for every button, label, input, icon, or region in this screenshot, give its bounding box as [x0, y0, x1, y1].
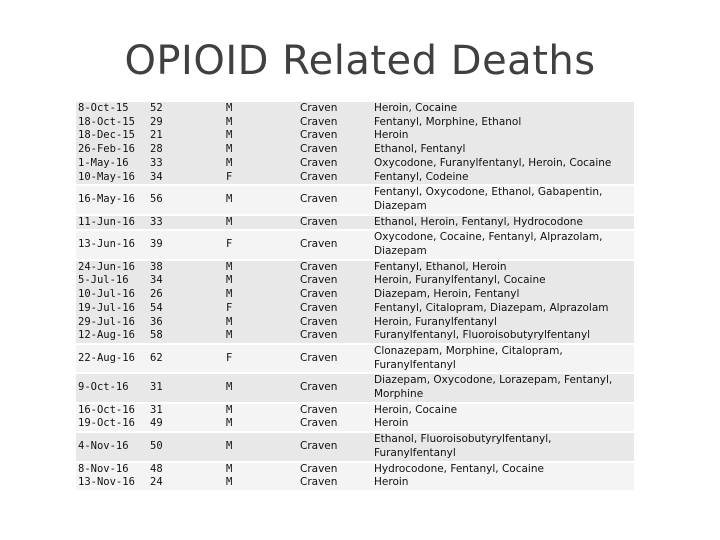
age-cell: 39 [148, 231, 224, 258]
drugs-cell: Clonazepam, Morphine, Citalopram, Furanylfentanyl [372, 345, 634, 372]
date-cell: 16-Oct-16 19-Oct-16 [76, 404, 148, 431]
date-cell: 13-Jun-16 [76, 231, 148, 258]
county-cell: Craven [298, 216, 372, 230]
date-cell: 9-Oct-16 [76, 374, 148, 401]
drugs-cell: Heroin, Cocaine Fentanyl, Morphine, Ethanol Heroin Ethanol, Fentanyl Oxycodone, Furanylfentanyl, Heroin, Cocaine Fentanyl, Codeine [372, 102, 634, 184]
county-cell: Craven [298, 231, 372, 258]
sex-cell: M [224, 186, 298, 213]
age-cell: 33 [148, 216, 224, 230]
county-cell: Craven [298, 345, 372, 372]
drugs-cell: Heroin, Cocaine Heroin [372, 404, 634, 431]
drugs-cell: Oxycodone, Cocaine, Fentanyl, Alprazolam, Diazepam [372, 231, 634, 258]
table-row [76, 463, 634, 490]
sex-cell: M M M M M F [224, 102, 298, 184]
sex-cell: M [224, 374, 298, 401]
age-cell: 62 [148, 345, 224, 372]
county-cell: Craven Craven Craven Craven Craven Craven [298, 102, 372, 184]
table-row [76, 404, 634, 431]
date-cell: 4-Nov-16 [76, 433, 148, 460]
date-cell: 8-Oct-15 18-Oct-15 18-Dec-15 26-Feb-16 1-May-16 10-May-16 [76, 102, 148, 184]
page-title: OPIOID Related Deaths [124, 38, 596, 84]
date-cell: 8-Nov-16 13-Nov-16 [76, 463, 148, 490]
table-row [76, 433, 634, 460]
sex-cell: F [224, 231, 298, 258]
table-row [76, 102, 634, 184]
county-cell: Craven Craven Craven Craven Craven Craven [298, 261, 372, 343]
date-cell: 22-Aug-16 [76, 345, 148, 372]
drugs-cell: Ethanol, Heroin, Fentanyl, Hydrocodone [372, 216, 634, 230]
sex-cell: M M [224, 463, 298, 490]
drugs-cell: Hydrocodone, Fentanyl, Cocaine Heroin [372, 463, 634, 490]
sex-cell: F [224, 345, 298, 372]
date-cell: 24-Jun-16 5-Jul-16 10-Jul-16 19-Jul-16 29-Jul-16 12-Aug-16 [76, 261, 148, 343]
age-cell: 31 [148, 374, 224, 401]
age-cell: 38 34 26 54 36 58 [148, 261, 224, 343]
deaths-table [76, 100, 634, 492]
table-row [76, 345, 634, 372]
age-cell: 56 [148, 186, 224, 213]
county-cell: Craven [298, 433, 372, 460]
county-cell: Craven Craven [298, 463, 372, 490]
drugs-cell: Ethanol, Fluoroisobutyrylfentanyl, Furanylfentanyl [372, 433, 634, 460]
table-row [76, 374, 634, 401]
sex-cell: M M M F M M [224, 261, 298, 343]
table-row [76, 186, 634, 213]
table-row [76, 216, 634, 230]
drugs-cell: Diazepam, Oxycodone, Lorazepam, Fentanyl, Morphine [372, 374, 634, 401]
age-cell: 31 49 [148, 404, 224, 431]
age-cell: 48 24 [148, 463, 224, 490]
drugs-cell: Fentanyl, Ethanol, Heroin Heroin, Furanylfentanyl, Cocaine Diazepam, Heroin, Fentanyl Fentanyl, Citalopram, Diazepam, Alprazolam Heroin, Furanylfentanyl Furanylfentanyl, Fluoroisobutyrylfentanyl [372, 261, 634, 343]
table-row [76, 231, 634, 258]
age-cell: 50 [148, 433, 224, 460]
sex-cell: M [224, 433, 298, 460]
date-cell: 16-May-16 [76, 186, 148, 213]
county-cell: Craven [298, 374, 372, 401]
table-row [76, 261, 634, 343]
sex-cell: M M [224, 404, 298, 431]
sex-cell: M [224, 216, 298, 230]
date-cell: 11-Jun-16 [76, 216, 148, 230]
drugs-cell: Fentanyl, Oxycodone, Ethanol, Gabapentin, Diazepam [372, 186, 634, 213]
age-cell: 52 29 21 28 33 34 [148, 102, 224, 184]
county-cell: Craven [298, 186, 372, 213]
county-cell: Craven Craven [298, 404, 372, 431]
